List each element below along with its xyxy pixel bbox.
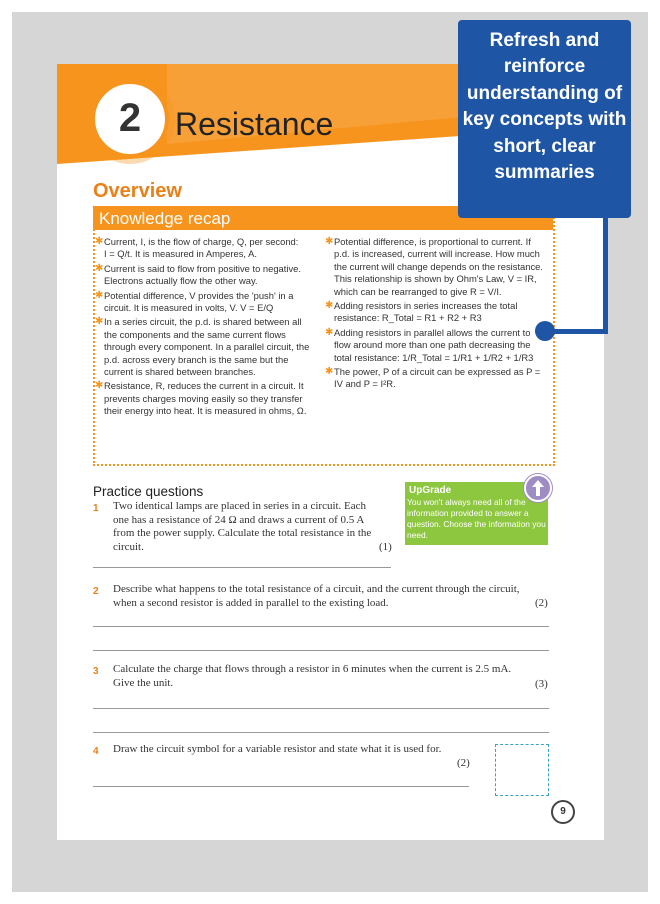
recap-item: ✱ Resistance, R, reduces the current in a circuit. It prevents charges moving easily so they transfer their energy into heat. It is measured in ohms, Ω. xyxy=(95,380,307,417)
star-bullet-icon: ✱ xyxy=(95,262,104,274)
upgrade-title: UpGrade xyxy=(409,485,452,496)
overview-heading: Overview xyxy=(93,180,182,202)
answer-line[interactable] xyxy=(93,732,549,733)
star-bullet-icon: ✱ xyxy=(325,366,334,378)
recap-item: ✱ Adding resistors in parallel allows the current to flow around more than one path decreasing the total resistance: 1/R_Total = 1/R1 + 1/R2 + 1/R3 xyxy=(325,326,534,363)
star-bullet-icon: ✱ xyxy=(95,316,104,328)
recap-item: ✱ Current is said to flow from positive to negative. Electrons actually flow the other way. xyxy=(95,262,301,287)
answer-line[interactable] xyxy=(93,650,549,651)
recap-item: ✱ Potential difference, V provides the 'push' in a circuit. It is measured in volts, V. V = E/Q xyxy=(95,289,294,314)
practice-title: Practice questions xyxy=(93,484,204,499)
page-number: 9 xyxy=(551,800,575,824)
star-bullet-icon: ✱ xyxy=(325,236,334,247)
star-bullet-icon: ✱ xyxy=(95,289,104,301)
star-bullet-icon: ✱ xyxy=(325,326,334,338)
star-bullet-icon: ✱ xyxy=(325,300,334,312)
recap-item: ✱ Potential difference, is proportional to current. If p.d. is increased, current will increase. How much the current will change depends on the resistance. This relationship is shown by Ohm's Law, V = IR, which can be rearranged to give R = V/I. xyxy=(325,236,543,297)
answer-line[interactable] xyxy=(93,567,391,568)
question-text: Draw the circuit symbol for a variable resistor and state what it is used for. xyxy=(113,743,442,755)
answer-line[interactable] xyxy=(93,708,549,709)
recap-left-column xyxy=(95,236,317,420)
callout-text: Refresh and reinforce understanding of key concepts with short, clear summaries xyxy=(462,30,627,184)
question-number: 2 xyxy=(93,586,99,597)
question-number: 4 xyxy=(93,746,99,757)
chapter-title: Resistance xyxy=(175,106,334,142)
recap-item: ✱ The power, P of a circuit can be expressed as P = IV and P = I²R. xyxy=(325,366,541,390)
chapter-number: 2 xyxy=(118,96,142,140)
callout-connector xyxy=(603,218,608,334)
question-marks: (3) xyxy=(535,678,548,690)
answer-line[interactable] xyxy=(93,626,549,627)
question-marks: (2) xyxy=(457,757,470,769)
recap-title: Knowledge recap xyxy=(99,209,231,228)
question-marks: (1) xyxy=(379,541,392,553)
question-number: 1 xyxy=(93,503,99,514)
question-number: 3 xyxy=(93,666,99,677)
recap-right-column xyxy=(325,236,547,393)
recap-item: ✱ In a series circuit, the p.d. is shared between all the components and the same current flows through every component. In a parallel circuit, the p.d. across every branch is the same but the current is shared between branches. xyxy=(95,316,310,378)
drawing-answer-box[interactable] xyxy=(495,744,549,796)
answer-line[interactable] xyxy=(93,786,469,787)
upgrade-arrow-icon xyxy=(524,474,552,502)
question-text: Describe what happens to the total resistance of a circuit, and the current through the circuit, when a second resistor is added in parallel to the existing load. xyxy=(113,583,520,609)
star-bullet-icon: ✱ xyxy=(95,236,104,247)
question-text: Calculate the charge that flows through a resistor in 6 minutes when the current is 2.5 mA. Give the unit. xyxy=(113,663,512,689)
callout-connector xyxy=(548,329,608,334)
question-marks: (2) xyxy=(535,597,548,609)
recap-item: ✱ Adding resistors in series increases the total resistance: R_Total = R1 + R2 + R3 xyxy=(325,300,518,324)
callout-pointer-dot xyxy=(535,321,555,341)
question-text: Two identical lamps are placed in series in a circuit. Each one has a resistance of 24 Ω and draws a current of 0.5 A from the power supply. Calculate the total resistance in the circuit. xyxy=(113,500,372,553)
recap-item: ✱ Current, I, is the flow of charge, Q, per second: I = Q/t. It is measured in Amperes, A. xyxy=(95,236,299,260)
upgrade-text: You won't always need all of the information provided to answer a question. Choose the information you need. xyxy=(407,497,546,540)
star-bullet-icon: ✱ xyxy=(95,380,104,392)
